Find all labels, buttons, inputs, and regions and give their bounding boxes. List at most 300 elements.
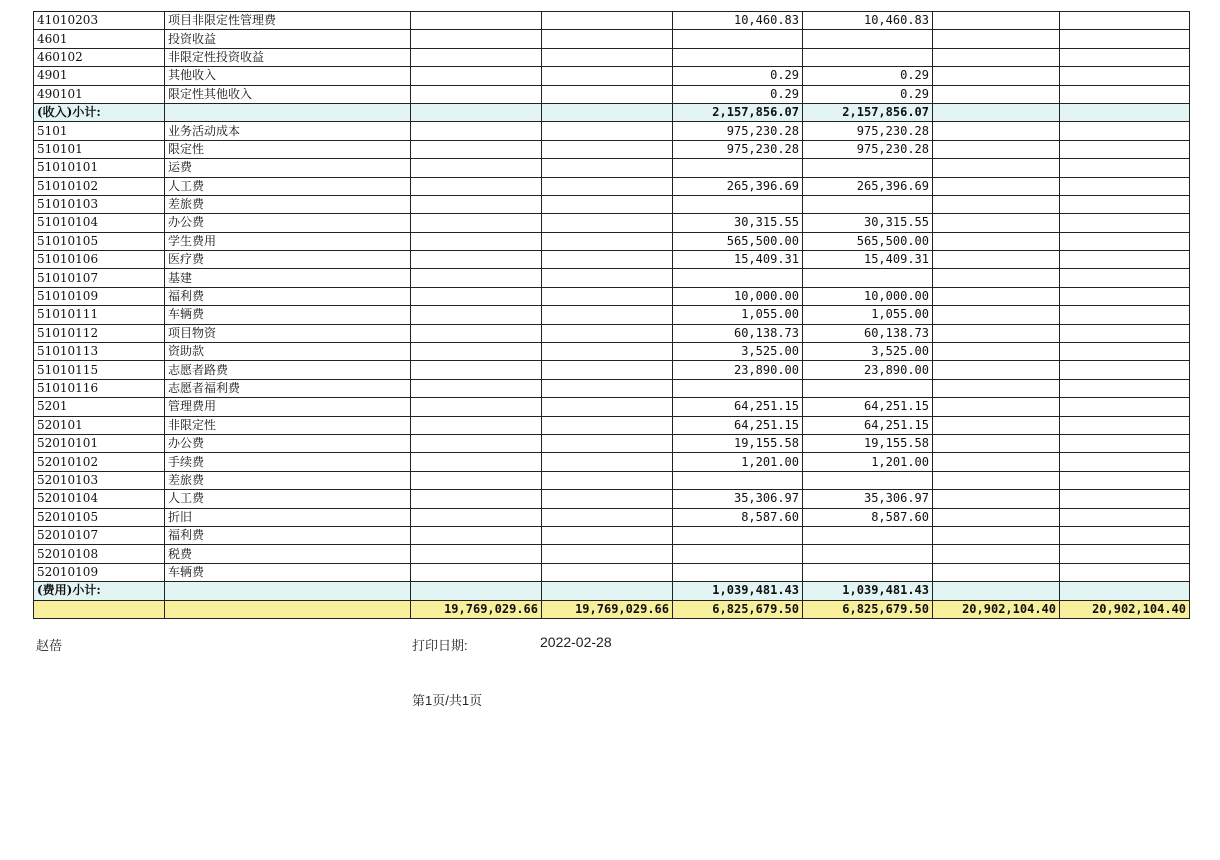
table-row <box>34 30 1190 48</box>
amount-cell-c1 <box>411 251 542 269</box>
account-name-cell: 项目非限定性管理费 <box>165 12 411 30</box>
table-row <box>34 361 1190 379</box>
account-code-cell: 51010111 <box>34 306 165 324</box>
account-name-cell: 运费 <box>165 159 411 177</box>
amount-cell-c4: 2,157,856.07 <box>803 103 933 121</box>
amount-cell-c1 <box>411 12 542 30</box>
amount-cell-c3: 35,306.97 <box>673 490 803 508</box>
account-code-cell: (收入)小计: <box>34 103 165 121</box>
amount-cell-c1 <box>411 232 542 250</box>
account-name-cell: 项目物资 <box>165 324 411 342</box>
amount-cell-c3: 30,315.55 <box>673 214 803 232</box>
amount-cell-c1: 19,769,029.66 <box>411 600 542 618</box>
amount-cell-c5 <box>933 30 1060 48</box>
amount-cell-c5 <box>933 103 1060 121</box>
amount-cell-c4: 15,409.31 <box>803 251 933 269</box>
account-code-cell: 510101 <box>34 140 165 158</box>
table-row <box>34 214 1190 232</box>
amount-cell-c4 <box>803 48 933 66</box>
table-row <box>34 159 1190 177</box>
amount-cell-c6 <box>1060 416 1190 434</box>
amount-cell-c6 <box>1060 490 1190 508</box>
amount-cell-c2 <box>542 306 673 324</box>
account-code-cell: 51010107 <box>34 269 165 287</box>
amount-cell-c5 <box>933 306 1060 324</box>
amount-cell-c1 <box>411 526 542 544</box>
amount-cell-c1 <box>411 398 542 416</box>
page-indicator: 第1页/共1页 <box>412 693 483 708</box>
amount-cell-c5 <box>933 232 1060 250</box>
amount-cell-c4: 1,055.00 <box>803 306 933 324</box>
amount-cell-c6 <box>1060 306 1190 324</box>
amount-cell-c6 <box>1060 12 1190 30</box>
account-code-cell: 52010101 <box>34 434 165 452</box>
account-name-cell: 非限定性 <box>165 416 411 434</box>
amount-cell-c3: 64,251.15 <box>673 398 803 416</box>
amount-cell-c3: 0.29 <box>673 85 803 103</box>
account-name-cell: 差旅费 <box>165 471 411 489</box>
amount-cell-c4 <box>803 526 933 544</box>
amount-cell-c6 <box>1060 232 1190 250</box>
preparer-name: 赵蓓 <box>36 638 63 653</box>
account-code-cell: 51010115 <box>34 361 165 379</box>
amount-cell-c5 <box>933 269 1060 287</box>
amount-cell-c5 <box>933 490 1060 508</box>
amount-cell-c2 <box>542 582 673 600</box>
amount-cell-c2 <box>542 324 673 342</box>
amount-cell-c6 <box>1060 48 1190 66</box>
amount-cell-c4: 565,500.00 <box>803 232 933 250</box>
account-name-cell: 学生费用 <box>165 232 411 250</box>
amount-cell-c1 <box>411 582 542 600</box>
amount-cell-c6 <box>1060 545 1190 563</box>
total-row <box>34 600 1190 618</box>
amount-cell-c4: 64,251.15 <box>803 398 933 416</box>
amount-cell-c1 <box>411 453 542 471</box>
amount-cell-c5 <box>933 159 1060 177</box>
amount-cell-c5 <box>933 251 1060 269</box>
amount-cell-c6 <box>1060 67 1190 85</box>
account-code-cell: 52010107 <box>34 526 165 544</box>
amount-cell-c1 <box>411 103 542 121</box>
amount-cell-c4: 8,587.60 <box>803 508 933 526</box>
amount-cell-c1 <box>411 140 542 158</box>
account-name-cell <box>165 600 411 618</box>
table-row <box>34 122 1190 140</box>
account-code-cell: 52010102 <box>34 453 165 471</box>
subtotal-row <box>34 582 1190 600</box>
account-name-cell: 基建 <box>165 269 411 287</box>
amount-cell-c6 <box>1060 324 1190 342</box>
amount-cell-c4: 6,825,679.50 <box>803 600 933 618</box>
amount-cell-c2 <box>542 232 673 250</box>
amount-cell-c1 <box>411 563 542 581</box>
amount-cell-c4: 265,396.69 <box>803 177 933 195</box>
amount-cell-c6 <box>1060 563 1190 581</box>
amount-cell-c5 <box>933 563 1060 581</box>
account-code-cell: 51010103 <box>34 195 165 213</box>
amount-cell-c5 <box>933 177 1060 195</box>
table-row <box>34 453 1190 471</box>
amount-cell-c5: 20,902,104.40 <box>933 600 1060 618</box>
account-name-cell: 车辆费 <box>165 563 411 581</box>
amount-cell-c6 <box>1060 361 1190 379</box>
amount-cell-c1 <box>411 379 542 397</box>
account-name-cell: 人工费 <box>165 490 411 508</box>
account-code-cell: 51010101 <box>34 159 165 177</box>
amount-cell-c6 <box>1060 103 1190 121</box>
amount-cell-c4: 975,230.28 <box>803 122 933 140</box>
subtotal-row <box>34 103 1190 121</box>
amount-cell-c2 <box>542 490 673 508</box>
amount-cell-c1 <box>411 85 542 103</box>
account-code-cell: (费用)小计: <box>34 582 165 600</box>
amount-cell-c3: 1,055.00 <box>673 306 803 324</box>
amount-cell-c6 <box>1060 269 1190 287</box>
amount-cell-c1 <box>411 434 542 452</box>
amount-cell-c6 <box>1060 343 1190 361</box>
amount-cell-c5 <box>933 122 1060 140</box>
amount-cell-c5 <box>933 12 1060 30</box>
amount-cell-c2 <box>542 526 673 544</box>
table-row <box>34 177 1190 195</box>
account-code-cell: 51010113 <box>34 343 165 361</box>
amount-cell-c2 <box>542 48 673 66</box>
amount-cell-c5 <box>933 48 1060 66</box>
amount-cell-c6 <box>1060 159 1190 177</box>
table-row <box>34 526 1190 544</box>
amount-cell-c5 <box>933 416 1060 434</box>
amount-cell-c2 <box>542 251 673 269</box>
amount-cell-c2 <box>542 85 673 103</box>
amount-cell-c1 <box>411 67 542 85</box>
amount-cell-c5 <box>933 398 1060 416</box>
amount-cell-c3: 2,157,856.07 <box>673 103 803 121</box>
amount-cell-c2 <box>542 122 673 140</box>
amount-cell-c3 <box>673 159 803 177</box>
amount-cell-c1 <box>411 159 542 177</box>
account-name-cell: 福利费 <box>165 526 411 544</box>
amount-cell-c2 <box>542 67 673 85</box>
table-row <box>34 306 1190 324</box>
amount-cell-c2 <box>542 140 673 158</box>
amount-cell-c4: 10,460.83 <box>803 12 933 30</box>
amount-cell-c4: 30,315.55 <box>803 214 933 232</box>
account-code-cell: 4601 <box>34 30 165 48</box>
amount-cell-c2 <box>542 434 673 452</box>
account-name-cell: 差旅费 <box>165 195 411 213</box>
amount-cell-c3 <box>673 545 803 563</box>
amount-cell-c4: 10,000.00 <box>803 287 933 305</box>
amount-cell-c2 <box>542 287 673 305</box>
table-row <box>34 67 1190 85</box>
amount-cell-c4 <box>803 195 933 213</box>
amount-cell-c5 <box>933 324 1060 342</box>
amount-cell-c6: 20,902,104.40 <box>1060 600 1190 618</box>
amount-cell-c4: 1,201.00 <box>803 453 933 471</box>
amount-cell-c4: 60,138.73 <box>803 324 933 342</box>
amount-cell-c6 <box>1060 177 1190 195</box>
table-row <box>34 251 1190 269</box>
account-code-cell: 51010116 <box>34 379 165 397</box>
amount-cell-c5 <box>933 343 1060 361</box>
amount-cell-c6 <box>1060 453 1190 471</box>
account-code-cell: 51010109 <box>34 287 165 305</box>
amount-cell-c2 <box>542 195 673 213</box>
account-name-cell: 折旧 <box>165 508 411 526</box>
account-name-cell: 限定性其他收入 <box>165 85 411 103</box>
amount-cell-c4 <box>803 379 933 397</box>
amount-cell-c3: 6,825,679.50 <box>673 600 803 618</box>
table-row <box>34 232 1190 250</box>
amount-cell-c6 <box>1060 582 1190 600</box>
account-name-cell: 业务活动成本 <box>165 122 411 140</box>
ledger-table <box>33 11 1190 619</box>
amount-cell-c5 <box>933 545 1060 563</box>
account-code-cell: 41010203 <box>34 12 165 30</box>
account-name-cell <box>165 582 411 600</box>
amount-cell-c4 <box>803 471 933 489</box>
amount-cell-c5 <box>933 526 1060 544</box>
table-row <box>34 85 1190 103</box>
account-name-cell: 其他收入 <box>165 67 411 85</box>
amount-cell-c2 <box>542 269 673 287</box>
amount-cell-c3: 64,251.15 <box>673 416 803 434</box>
amount-cell-c1 <box>411 361 542 379</box>
account-code-cell: 520101 <box>34 416 165 434</box>
amount-cell-c3: 8,587.60 <box>673 508 803 526</box>
amount-cell-c3 <box>673 48 803 66</box>
account-name-cell: 非限定性投资收益 <box>165 48 411 66</box>
amount-cell-c3: 975,230.28 <box>673 140 803 158</box>
amount-cell-c5 <box>933 195 1060 213</box>
amount-cell-c3 <box>673 269 803 287</box>
account-code-cell: 51010105 <box>34 232 165 250</box>
amount-cell-c3: 1,201.00 <box>673 453 803 471</box>
amount-cell-c5 <box>933 140 1060 158</box>
account-name-cell <box>165 103 411 121</box>
amount-cell-c2 <box>542 416 673 434</box>
account-name-cell: 志愿者路费 <box>165 361 411 379</box>
amount-cell-c2 <box>542 453 673 471</box>
account-code-cell: 52010108 <box>34 545 165 563</box>
account-code-cell: 51010102 <box>34 177 165 195</box>
amount-cell-c4 <box>803 159 933 177</box>
amount-cell-c4: 23,890.00 <box>803 361 933 379</box>
amount-cell-c3: 23,890.00 <box>673 361 803 379</box>
amount-cell-c3: 3,525.00 <box>673 343 803 361</box>
amount-cell-c5 <box>933 67 1060 85</box>
account-code-cell: 4901 <box>34 67 165 85</box>
account-name-cell: 资助款 <box>165 343 411 361</box>
amount-cell-c5 <box>933 434 1060 452</box>
amount-cell-c3 <box>673 195 803 213</box>
table-row <box>34 490 1190 508</box>
table-row <box>34 12 1190 30</box>
amount-cell-c5 <box>933 379 1060 397</box>
account-code-cell: 52010103 <box>34 471 165 489</box>
amount-cell-c2 <box>542 12 673 30</box>
amount-cell-c2 <box>542 159 673 177</box>
account-name-cell: 办公费 <box>165 214 411 232</box>
amount-cell-c6 <box>1060 398 1190 416</box>
ledger-body <box>34 12 1190 619</box>
amount-cell-c3 <box>673 379 803 397</box>
amount-cell-c5 <box>933 85 1060 103</box>
amount-cell-c1 <box>411 508 542 526</box>
account-name-cell: 手续费 <box>165 453 411 471</box>
account-name-cell: 办公费 <box>165 434 411 452</box>
amount-cell-c1 <box>411 48 542 66</box>
table-row <box>34 416 1190 434</box>
table-row <box>34 545 1190 563</box>
account-code-cell <box>34 600 165 618</box>
table-row <box>34 48 1190 66</box>
amount-cell-c4: 3,525.00 <box>803 343 933 361</box>
amount-cell-c4: 0.29 <box>803 85 933 103</box>
amount-cell-c2 <box>542 471 673 489</box>
amount-cell-c1 <box>411 490 542 508</box>
amount-cell-c1 <box>411 269 542 287</box>
account-name-cell: 车辆费 <box>165 306 411 324</box>
table-row <box>34 324 1190 342</box>
account-code-cell: 51010104 <box>34 214 165 232</box>
amount-cell-c3 <box>673 526 803 544</box>
table-row <box>34 471 1190 489</box>
amount-cell-c6 <box>1060 526 1190 544</box>
table-row <box>34 434 1190 452</box>
table-row <box>34 287 1190 305</box>
amount-cell-c4 <box>803 30 933 48</box>
amount-cell-c4: 975,230.28 <box>803 140 933 158</box>
amount-cell-c3: 975,230.28 <box>673 122 803 140</box>
amount-cell-c1 <box>411 214 542 232</box>
amount-cell-c5 <box>933 508 1060 526</box>
account-name-cell: 医疗费 <box>165 251 411 269</box>
account-name-cell: 福利费 <box>165 287 411 305</box>
account-code-cell: 52010105 <box>34 508 165 526</box>
amount-cell-c5 <box>933 471 1060 489</box>
amount-cell-c2 <box>542 214 673 232</box>
amount-cell-c6 <box>1060 30 1190 48</box>
amount-cell-c3: 565,500.00 <box>673 232 803 250</box>
amount-cell-c6 <box>1060 251 1190 269</box>
account-name-cell: 人工费 <box>165 177 411 195</box>
table-row <box>34 343 1190 361</box>
amount-cell-c3: 15,409.31 <box>673 251 803 269</box>
amount-cell-c2 <box>542 545 673 563</box>
amount-cell-c2 <box>542 361 673 379</box>
amount-cell-c1 <box>411 122 542 140</box>
amount-cell-c4 <box>803 563 933 581</box>
amount-cell-c1 <box>411 324 542 342</box>
amount-cell-c1 <box>411 545 542 563</box>
amount-cell-c3: 19,155.58 <box>673 434 803 452</box>
account-name-cell: 税费 <box>165 545 411 563</box>
amount-cell-c3: 10,000.00 <box>673 287 803 305</box>
amount-cell-c2 <box>542 508 673 526</box>
amount-cell-c3 <box>673 471 803 489</box>
table-row <box>34 398 1190 416</box>
amount-cell-c3 <box>673 30 803 48</box>
amount-cell-c3: 60,138.73 <box>673 324 803 342</box>
account-code-cell: 460102 <box>34 48 165 66</box>
amount-cell-c3: 10,460.83 <box>673 12 803 30</box>
amount-cell-c4: 0.29 <box>803 67 933 85</box>
amount-cell-c6 <box>1060 379 1190 397</box>
amount-cell-c6 <box>1060 471 1190 489</box>
amount-cell-c2 <box>542 177 673 195</box>
amount-cell-c2 <box>542 30 673 48</box>
amount-cell-c4 <box>803 545 933 563</box>
amount-cell-c6 <box>1060 434 1190 452</box>
amount-cell-c4: 35,306.97 <box>803 490 933 508</box>
amount-cell-c1 <box>411 30 542 48</box>
account-code-cell: 51010106 <box>34 251 165 269</box>
amount-cell-c1 <box>411 343 542 361</box>
account-name-cell: 投资收益 <box>165 30 411 48</box>
amount-cell-c1 <box>411 177 542 195</box>
amount-cell-c2 <box>542 103 673 121</box>
amount-cell-c2 <box>542 343 673 361</box>
amount-cell-c2 <box>542 398 673 416</box>
amount-cell-c4 <box>803 269 933 287</box>
amount-cell-c5 <box>933 582 1060 600</box>
account-code-cell: 5101 <box>34 122 165 140</box>
amount-cell-c5 <box>933 287 1060 305</box>
account-code-cell: 52010109 <box>34 563 165 581</box>
amount-cell-c5 <box>933 214 1060 232</box>
amount-cell-c2 <box>542 563 673 581</box>
amount-cell-c6 <box>1060 508 1190 526</box>
account-name-cell: 管理费用 <box>165 398 411 416</box>
amount-cell-c3: 0.29 <box>673 67 803 85</box>
amount-cell-c3: 1,039,481.43 <box>673 582 803 600</box>
account-code-cell: 51010112 <box>34 324 165 342</box>
account-code-cell: 5201 <box>34 398 165 416</box>
amount-cell-c2 <box>542 379 673 397</box>
amount-cell-c1 <box>411 471 542 489</box>
account-code-cell: 52010104 <box>34 490 165 508</box>
amount-cell-c5 <box>933 361 1060 379</box>
amount-cell-c6 <box>1060 140 1190 158</box>
amount-cell-c3 <box>673 563 803 581</box>
amount-cell-c1 <box>411 306 542 324</box>
amount-cell-c6 <box>1060 214 1190 232</box>
print-date: 2022-02-28 <box>540 634 612 650</box>
amount-cell-c1 <box>411 195 542 213</box>
table-row <box>34 195 1190 213</box>
amount-cell-c4: 64,251.15 <box>803 416 933 434</box>
amount-cell-c6 <box>1060 287 1190 305</box>
account-name-cell: 志愿者福利费 <box>165 379 411 397</box>
amount-cell-c6 <box>1060 122 1190 140</box>
table-row <box>34 379 1190 397</box>
table-row <box>34 140 1190 158</box>
account-code-cell: 490101 <box>34 85 165 103</box>
amount-cell-c6 <box>1060 85 1190 103</box>
amount-cell-c3: 265,396.69 <box>673 177 803 195</box>
table-row <box>34 563 1190 581</box>
amount-cell-c4: 1,039,481.43 <box>803 582 933 600</box>
print-date-label: 打印日期: <box>412 638 468 653</box>
account-name-cell: 限定性 <box>165 140 411 158</box>
amount-cell-c2: 19,769,029.66 <box>542 600 673 618</box>
table-row <box>34 508 1190 526</box>
amount-cell-c6 <box>1060 195 1190 213</box>
amount-cell-c1 <box>411 287 542 305</box>
amount-cell-c1 <box>411 416 542 434</box>
